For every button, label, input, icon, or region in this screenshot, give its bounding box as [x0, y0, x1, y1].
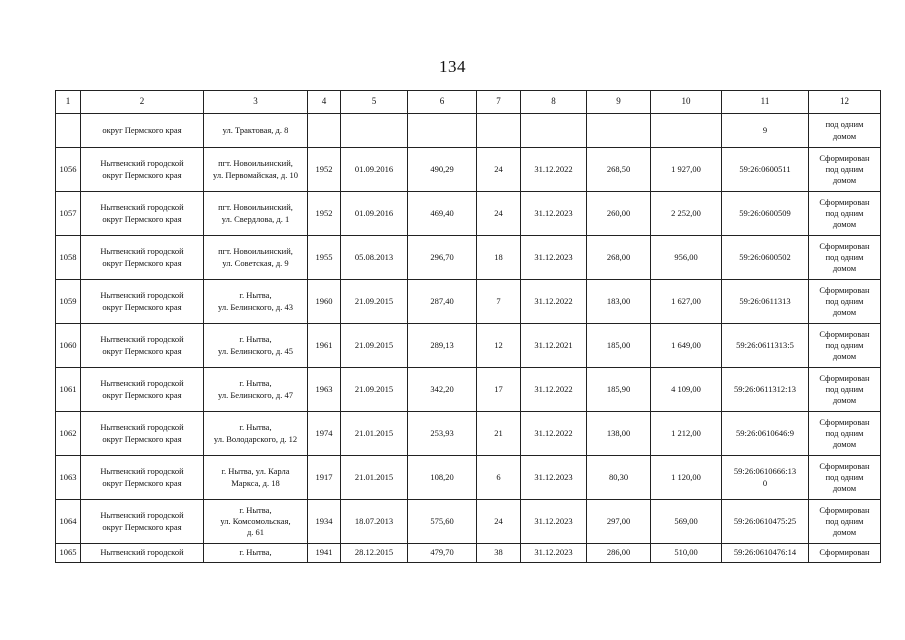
- cadastral-cell: 59:26:0610646:9: [722, 412, 809, 456]
- deadline-cell: 31.12.2021: [521, 324, 587, 368]
- municipality-cell: Нытвенский городской округ Пермского края: [81, 412, 204, 456]
- status-cell: Сформирован под одним домом: [809, 324, 881, 368]
- table-row: [56, 412, 881, 456]
- table-row: [56, 236, 881, 280]
- address-cell: г. Нытва,: [204, 544, 308, 563]
- cost-cell: 1 212,00: [651, 412, 722, 456]
- deadline-cell: 31.12.2023: [521, 544, 587, 563]
- date-cell: 21.01.2015: [341, 456, 408, 500]
- row-number: 1063: [56, 456, 81, 500]
- cadastral-cell: 59:26:0600511: [722, 148, 809, 192]
- residents-cell: 38: [477, 544, 521, 563]
- year-cell: 1952: [308, 148, 341, 192]
- cost-cell: 4 109,00: [651, 368, 722, 412]
- date-cell: 01.09.2016: [341, 148, 408, 192]
- row-number: 1056: [56, 148, 81, 192]
- table-row: [56, 500, 881, 544]
- year-cell: 1960: [308, 280, 341, 324]
- continuation-row: [56, 114, 881, 148]
- row-number: [56, 114, 81, 148]
- row-number: 1062: [56, 412, 81, 456]
- cost-cell: 2 252,00: [651, 192, 722, 236]
- date-cell: 21.09.2015: [341, 324, 408, 368]
- year-cell: 1917: [308, 456, 341, 500]
- cadastral-cell: 59:26:0610476:14: [722, 544, 809, 563]
- cell: [477, 114, 521, 148]
- area-cell: 287,40: [408, 280, 477, 324]
- cadastral-cell: 59:26:0611313: [722, 280, 809, 324]
- header-cell: 11: [722, 91, 809, 114]
- cost-cell: 510,00: [651, 544, 722, 563]
- date-cell: 18.07.2013: [341, 500, 408, 544]
- area-cell: 296,70: [408, 236, 477, 280]
- cell: [521, 114, 587, 148]
- date-cell: 21.01.2015: [341, 412, 408, 456]
- table-row: [56, 456, 881, 500]
- municipality-cell: Нытвенский городской округ Пермского края: [81, 236, 204, 280]
- date-cell: 05.08.2013: [341, 236, 408, 280]
- status-cell: Сформирован под одним домом: [809, 236, 881, 280]
- address-cell: г. Нытва, ул. Белинского, д. 47: [204, 368, 308, 412]
- residents-cell: 24: [477, 500, 521, 544]
- land-area-cell: 268,00: [587, 236, 651, 280]
- municipality-cell: Нытвенский городской округ Пермского края: [81, 500, 204, 544]
- row-number: 1061: [56, 368, 81, 412]
- address-cell: г. Нытва, ул. Володарского, д. 12: [204, 412, 308, 456]
- address-cell: пгт. Новоильинский, ул. Первомайская, д. 10: [204, 148, 308, 192]
- row-number: 1064: [56, 500, 81, 544]
- status-cell: Сформирован под одним домом: [809, 148, 881, 192]
- header-cell: 10: [651, 91, 722, 114]
- deadline-cell: 31.12.2023: [521, 236, 587, 280]
- land-area-cell: 286,00: [587, 544, 651, 563]
- date-cell: 21.09.2015: [341, 368, 408, 412]
- deadline-cell: 31.12.2023: [521, 456, 587, 500]
- address-cell: г. Нытва, ул. Белинского, д. 45: [204, 324, 308, 368]
- residents-cell: 21: [477, 412, 521, 456]
- header-cell: 7: [477, 91, 521, 114]
- table-row: [56, 544, 881, 563]
- cost-cell: 569,00: [651, 500, 722, 544]
- land-area-cell: 260,00: [587, 192, 651, 236]
- area-cell: 479,70: [408, 544, 477, 563]
- deadline-cell: 31.12.2023: [521, 500, 587, 544]
- year-cell: 1934: [308, 500, 341, 544]
- residents-cell: 17: [477, 368, 521, 412]
- table-row: [56, 148, 881, 192]
- cell: [651, 114, 722, 148]
- municipality-cell: Нытвенский городской округ Пермского края: [81, 280, 204, 324]
- municipality-cell: Нытвенский городской округ Пермского края: [81, 368, 204, 412]
- cell: [341, 114, 408, 148]
- year-cell: 1963: [308, 368, 341, 412]
- header-cell: 3: [204, 91, 308, 114]
- status-cell: Сформирован: [809, 544, 881, 563]
- cadastral-cell: 9: [722, 114, 809, 148]
- address-cell: г. Нытва, ул. Белинского, д. 43: [204, 280, 308, 324]
- header-cell: 5: [341, 91, 408, 114]
- row-number: 1065: [56, 544, 81, 563]
- residents-cell: 18: [477, 236, 521, 280]
- municipality-cell: Нытвенский городской: [81, 544, 204, 563]
- cadastral-cell: 59:26:0611313:5: [722, 324, 809, 368]
- deadline-cell: 31.12.2022: [521, 368, 587, 412]
- table-row: [56, 192, 881, 236]
- address-cell: пгт. Новоильинский, ул. Свердлова, д. 1: [204, 192, 308, 236]
- header-cell: 12: [809, 91, 881, 114]
- area-cell: 253,93: [408, 412, 477, 456]
- cadastral-cell: 59:26:0610666:13 0: [722, 456, 809, 500]
- date-cell: 28.12.2015: [341, 544, 408, 563]
- row-number: 1060: [56, 324, 81, 368]
- municipality-cell: Нытвенский городской округ Пермского края: [81, 192, 204, 236]
- address-cell: пгт. Новоильинский, ул. Советская, д. 9: [204, 236, 308, 280]
- status-cell: Сформирован под одним домом: [809, 280, 881, 324]
- header-row: [56, 91, 881, 114]
- header-cell: 1: [56, 91, 81, 114]
- municipality-cell: Нытвенский городской округ Пермского края: [81, 456, 204, 500]
- municipality-cell: округ Пермского края: [81, 114, 204, 148]
- status-cell: Сформирован под одним домом: [809, 500, 881, 544]
- cost-cell: 1 927,00: [651, 148, 722, 192]
- area-cell: 490,29: [408, 148, 477, 192]
- cadastral-cell: 59:26:0600509: [722, 192, 809, 236]
- deadline-cell: 31.12.2022: [521, 412, 587, 456]
- status-cell: Сформирован под одним домом: [809, 456, 881, 500]
- table-row: [56, 280, 881, 324]
- residents-cell: 12: [477, 324, 521, 368]
- residents-cell: 6: [477, 456, 521, 500]
- deadline-cell: 31.12.2023: [521, 192, 587, 236]
- municipality-cell: Нытвенский городской округ Пермского края: [81, 324, 204, 368]
- header-cell: 4: [308, 91, 341, 114]
- status-cell: под одним домом: [809, 114, 881, 148]
- land-area-cell: 138,00: [587, 412, 651, 456]
- year-cell: 1961: [308, 324, 341, 368]
- municipality-cell: Нытвенский городской округ Пермского края: [81, 148, 204, 192]
- header-cell: 9: [587, 91, 651, 114]
- address-cell: ул. Трактовая, д. 8: [204, 114, 308, 148]
- header-cell: 2: [81, 91, 204, 114]
- address-cell: г. Нытва, ул. Карла Маркса, д. 18: [204, 456, 308, 500]
- deadline-cell: 31.12.2022: [521, 280, 587, 324]
- year-cell: 1941: [308, 544, 341, 563]
- area-cell: 108,20: [408, 456, 477, 500]
- cost-cell: 1 120,00: [651, 456, 722, 500]
- address-cell: г. Нытва, ул. Комсомольская, д. 61: [204, 500, 308, 544]
- deadline-cell: 31.12.2022: [521, 148, 587, 192]
- area-cell: 342,20: [408, 368, 477, 412]
- table-row: [56, 324, 881, 368]
- status-cell: Сформирован под одним домом: [809, 192, 881, 236]
- page-number: 134: [439, 57, 466, 76]
- land-area-cell: 183,00: [587, 280, 651, 324]
- header-cell: 6: [408, 91, 477, 114]
- row-number: 1058: [56, 236, 81, 280]
- date-cell: 01.09.2016: [341, 192, 408, 236]
- cell: [408, 114, 477, 148]
- cell: [308, 114, 341, 148]
- status-cell: Сформирован под одним домом: [809, 368, 881, 412]
- area-cell: 575,60: [408, 500, 477, 544]
- cadastral-cell: 59:26:0600502: [722, 236, 809, 280]
- area-cell: 469,40: [408, 192, 477, 236]
- year-cell: 1974: [308, 412, 341, 456]
- row-number: 1059: [56, 280, 81, 324]
- land-area-cell: 297,00: [587, 500, 651, 544]
- status-cell: Сформирован под одним домом: [809, 412, 881, 456]
- cost-cell: 956,00: [651, 236, 722, 280]
- cadastral-cell: 59:26:0611312:13: [722, 368, 809, 412]
- cost-cell: 1 627,00: [651, 280, 722, 324]
- land-area-cell: 80,30: [587, 456, 651, 500]
- housing-register-table: [55, 90, 881, 563]
- date-cell: 21.09.2015: [341, 280, 408, 324]
- row-number: 1057: [56, 192, 81, 236]
- table-row: [56, 368, 881, 412]
- area-cell: 289,13: [408, 324, 477, 368]
- residents-cell: 24: [477, 192, 521, 236]
- cell: [587, 114, 651, 148]
- year-cell: 1955: [308, 236, 341, 280]
- land-area-cell: 185,90: [587, 368, 651, 412]
- cadastral-cell: 59:26:0610475:25: [722, 500, 809, 544]
- land-area-cell: 185,00: [587, 324, 651, 368]
- header-cell: 8: [521, 91, 587, 114]
- residents-cell: 7: [477, 280, 521, 324]
- cost-cell: 1 649,00: [651, 324, 722, 368]
- land-area-cell: 268,50: [587, 148, 651, 192]
- year-cell: 1952: [308, 192, 341, 236]
- residents-cell: 24: [477, 148, 521, 192]
